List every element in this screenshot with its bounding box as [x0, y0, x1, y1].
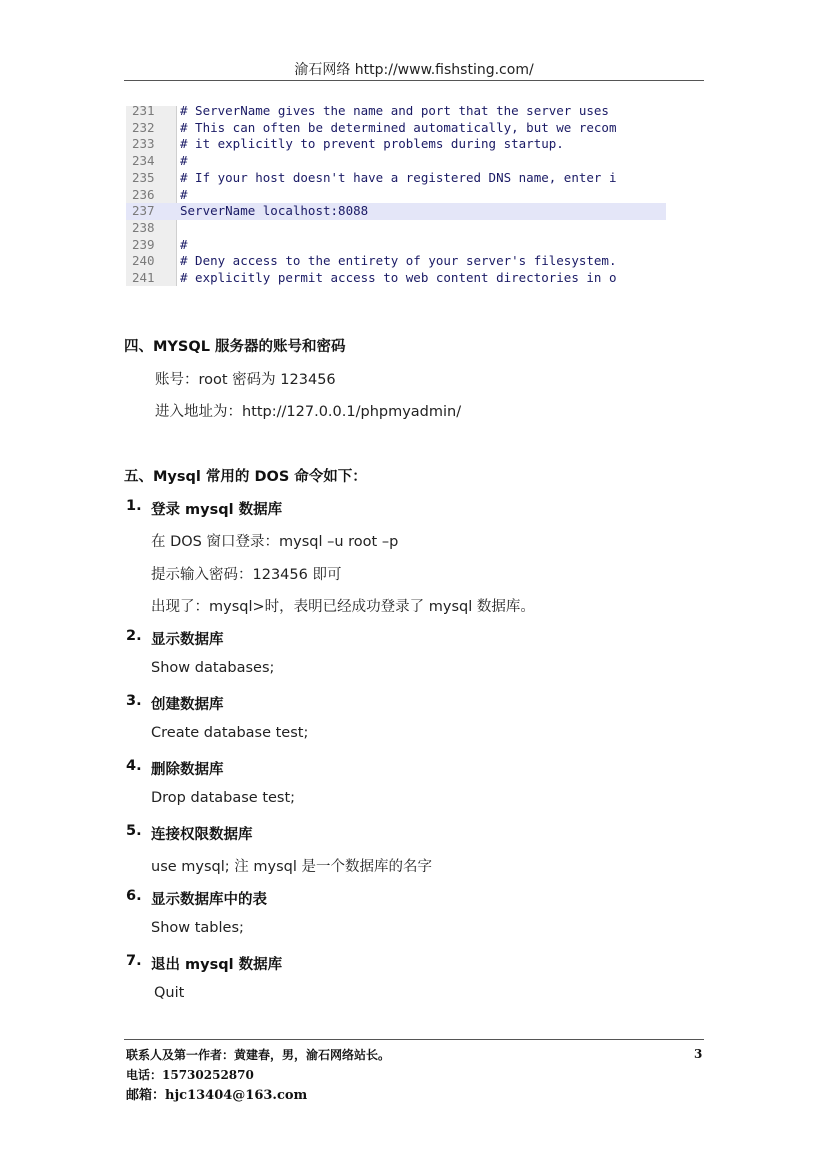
code-line	[126, 220, 666, 237]
list-number: 1.	[126, 498, 142, 514]
page-number: 3	[694, 1047, 703, 1061]
instruction-text: 出现了：mysql>时，表明已经成功登录了 mysql 数据库。	[151, 599, 535, 615]
code-line	[126, 237, 666, 254]
code-text: # it explicitly to prevent problems during startup.	[180, 136, 564, 152]
line-number: 231	[132, 106, 155, 118]
footer-phone: 电话：15730252870	[126, 1068, 254, 1082]
list-item-title: 创建数据库	[151, 697, 224, 713]
list-number: 6.	[126, 888, 142, 904]
command-text: Create database test;	[151, 725, 309, 741]
list-item-title: 登录 mysql 数据库	[151, 502, 283, 518]
command-text: Drop database test;	[151, 790, 296, 806]
footer-email: 邮箱：hjc13404@163.com	[126, 1088, 308, 1103]
instruction-text: 提示输入密码：123456 即可	[151, 567, 342, 583]
line-number: 233	[132, 136, 155, 152]
header-divider	[124, 80, 704, 81]
list-number: 5.	[126, 823, 142, 839]
line-number: 236	[132, 186, 155, 202]
footer-contact: 联系人及第一作者：黄建春，男，渝石网络站长。	[126, 1048, 391, 1062]
account-info: 账号：root 密码为 123456	[155, 372, 336, 388]
access-address: 进入地址为：http://127.0.0.1/phpmyadmin/	[155, 404, 462, 420]
line-number: 240	[132, 253, 155, 269]
page-header: 渝石网络 http://www.fishsting.com/	[294, 62, 534, 78]
code-line	[126, 187, 666, 204]
line-number: 235	[132, 169, 155, 185]
code-text: #	[180, 153, 188, 169]
code-line-highlighted	[126, 203, 666, 220]
command-text: Quit	[154, 985, 185, 1001]
code-text: ServerName localhost:8088	[180, 203, 369, 219]
list-item-title: 连接权限数据库	[151, 827, 253, 843]
list-number: 4.	[126, 758, 142, 774]
command-text: use mysql; 注 mysql 是一个数据库的名字	[151, 859, 432, 875]
line-number: 232	[132, 119, 155, 135]
list-number: 7.	[126, 953, 142, 969]
code-text: # Deny access to the entirety of your server's filesystem.	[180, 253, 617, 269]
footer-divider	[124, 1039, 704, 1040]
code-screenshot	[126, 106, 666, 286]
code-line	[126, 136, 666, 153]
command-text: Show tables;	[151, 920, 244, 936]
line-number: 241	[132, 270, 155, 285]
section-heading: 五、Mysql 常用的 DOS 命令如下：	[124, 469, 367, 485]
code-line	[126, 253, 666, 270]
list-item-title: 删除数据库	[151, 762, 224, 778]
code-line	[126, 270, 666, 286]
instruction-text: 在 DOS 窗口登录：mysql –u root –p	[151, 534, 399, 550]
code-line	[126, 153, 666, 170]
list-number: 3.	[126, 693, 142, 709]
code-text: # explicitly permit access to web content directories in o	[180, 270, 617, 285]
code-text: #	[180, 186, 188, 202]
code-text: # If your host doesn't have a registered DNS name, enter i	[180, 169, 617, 185]
code-text: # ServerName gives the name and port that the server uses	[180, 106, 617, 118]
command-text: Show databases;	[151, 660, 275, 676]
code-text: #	[180, 236, 188, 252]
code-line	[126, 106, 666, 120]
code-line	[126, 170, 666, 187]
line-number: 237	[132, 203, 155, 219]
section-heading: 四、MYSQL 服务器的账号和密码	[124, 339, 346, 355]
line-number: 234	[132, 153, 155, 169]
code-line	[126, 120, 666, 137]
line-number: 239	[132, 236, 155, 252]
list-item-title: 退出 mysql 数据库	[151, 957, 283, 973]
list-item-title: 显示数据库中的表	[151, 892, 267, 908]
list-item-title: 显示数据库	[151, 632, 224, 648]
line-number: 238	[132, 219, 155, 235]
list-number: 2.	[126, 628, 142, 644]
code-text: # This can often be determined automatically, but we recom	[180, 119, 617, 135]
